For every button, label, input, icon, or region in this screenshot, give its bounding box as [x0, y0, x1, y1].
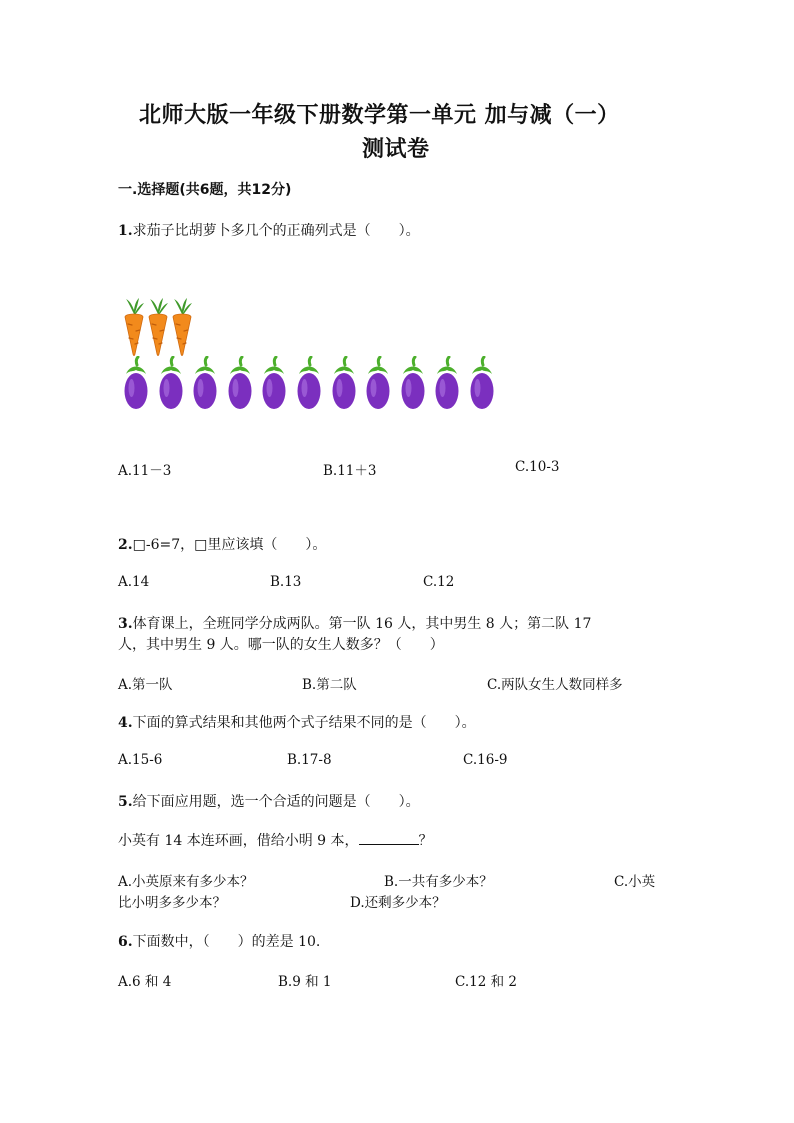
question-number: 5. — [118, 794, 133, 810]
q4-option-c[interactable]: C.16-9 — [463, 752, 508, 768]
q4-option-b[interactable]: B.17-8 — [287, 752, 332, 768]
question-3 — [118, 613, 591, 633]
q6-option-a[interactable]: A.6 和 4 — [118, 974, 172, 990]
question-number: 3. — [118, 616, 133, 632]
q5-option-b[interactable]: B.一共有多少本？ — [384, 874, 493, 890]
question-number: 4. — [118, 715, 133, 731]
question-5 — [118, 791, 420, 811]
story-question-mark: ？ — [418, 833, 433, 849]
carrot-icon — [122, 298, 146, 360]
q1-option-c[interactable]: C.10-3 — [515, 459, 560, 475]
question-4 — [118, 712, 476, 732]
question-text: 求茄子比胡萝卜多几个的正确列式是（ ）。 — [132, 223, 420, 239]
eggplant-icon — [157, 356, 185, 416]
q4-option-a[interactable]: A.15-6 — [118, 752, 163, 768]
question-text: 体育课上，全班同学分成两队。第一队 16 人，其中男生 8 人；第二队 17 — [132, 616, 592, 632]
eggplant-icon — [191, 356, 219, 416]
q2-option-b[interactable]: B.13 — [270, 574, 302, 590]
q5-option-a[interactable]: A.小英原来有多少本？ — [118, 874, 254, 890]
q5-option-c-continued[interactable]: 比小明多多少本？ — [118, 895, 226, 911]
eggplant-icon — [295, 356, 323, 416]
question-text: 下面的算式结果和其他两个式子结果不同的是（ ）。 — [132, 715, 476, 731]
q1-option-a[interactable]: A.11－3 — [118, 463, 172, 479]
question-number: 2. — [118, 537, 133, 553]
q1-option-b[interactable]: B.11＋3 — [323, 463, 377, 479]
question-number: 6. — [118, 934, 133, 950]
eggplant-icon — [433, 356, 461, 416]
question-text: 给下面应用题，选一个合适的问题是（ ）。 — [132, 794, 420, 810]
question-1 — [118, 220, 420, 240]
q5-option-c[interactable]: C.小英 — [614, 874, 656, 890]
eggplant-icon — [468, 356, 496, 416]
question-text: 下面数中，（ ）的差是 10. — [132, 934, 321, 950]
page-title: 北师大版一年级下册数学第一单元 加与减（一） — [139, 102, 620, 128]
eggplant-icon — [122, 356, 150, 416]
section-header: 一.选择题(共6题，共12分) — [118, 182, 292, 198]
question-text: □-6=7，□里应该填（ ）。 — [132, 537, 327, 553]
story-text: 小英有 14 本连环画，借给小明 9 本， — [118, 833, 359, 849]
eggplant-icon — [399, 356, 427, 416]
carrot-icon — [170, 298, 194, 360]
q5-option-d[interactable]: D.还剩多少本？ — [350, 895, 446, 911]
question-number: 1. — [118, 223, 133, 239]
q3-option-b[interactable]: B.第二队 — [302, 677, 357, 693]
carrot-group — [122, 298, 202, 356]
answer-blank — [359, 843, 419, 845]
q6-option-b[interactable]: B.9 和 1 — [278, 974, 332, 990]
question-6 — [118, 931, 320, 951]
eggplant-icon — [364, 356, 392, 416]
page-subtitle: 测试卷 — [362, 136, 430, 162]
question-5-story — [118, 830, 433, 850]
question-3-line2: 人，其中男生 9 人。哪一队的女生人数多？（ ） — [118, 637, 444, 653]
eggplant-icon — [260, 356, 288, 416]
q3-option-a[interactable]: A.第一队 — [118, 677, 173, 693]
carrot-icon — [146, 298, 170, 360]
q6-option-c[interactable]: C.12 和 2 — [455, 974, 517, 990]
eggplant-group — [122, 356, 502, 412]
eggplant-icon — [330, 356, 358, 416]
q2-option-c[interactable]: C.12 — [423, 574, 455, 590]
eggplant-icon — [226, 356, 254, 416]
q2-option-a[interactable]: A.14 — [118, 574, 150, 590]
question-2 — [118, 534, 326, 554]
q3-option-c[interactable]: C.两队女生人数同样多 — [487, 677, 623, 693]
